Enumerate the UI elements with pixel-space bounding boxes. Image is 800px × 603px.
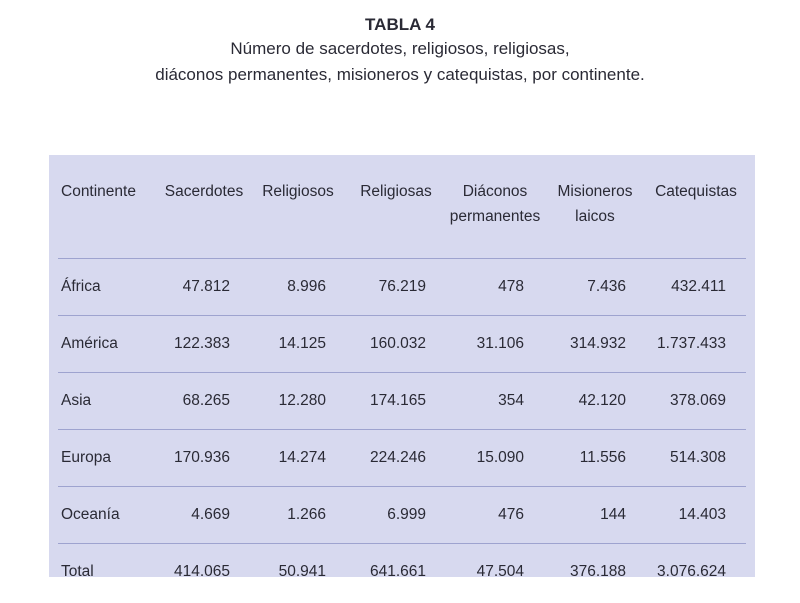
- cell-misioneros: 376.188: [569, 563, 626, 580]
- cell-diaconos: 354: [446, 373, 544, 430]
- table-title-line-2: diáconos permanentes, misioneros y catequistas, por continente.: [155, 65, 645, 84]
- table-title-line-1: Número de sacerdotes, religiosos, religiosas,: [230, 39, 570, 58]
- column-header-religiosas: Religiosas: [346, 165, 446, 259]
- table-row-africa: [58, 259, 746, 316]
- cell-diaconos: 31.106: [446, 316, 544, 373]
- cell-catequistas: 378.069: [646, 373, 746, 430]
- cell-continent: Asia: [58, 373, 158, 430]
- cell-continent: Oceanía: [58, 487, 158, 544]
- cell-religiosas: 641.661: [369, 563, 426, 580]
- cell-continent: Total: [61, 563, 94, 580]
- table-row-total: [58, 544, 746, 601]
- cell-sacerdotes: 414.065: [173, 563, 230, 580]
- cell-continent: África: [58, 259, 158, 316]
- cell-misioneros: 314.932: [544, 316, 646, 373]
- cell-religiosos: 12.280: [250, 373, 346, 430]
- cell-religiosos: 8.996: [250, 259, 346, 316]
- cell-religiosas: 224.246: [346, 430, 446, 487]
- cell-sacerdotes: 4.669: [158, 487, 250, 544]
- cell-diaconos: 47.504: [476, 563, 524, 580]
- column-header-misioneros-laicos: Misioneros laicos: [544, 165, 646, 259]
- cell-religiosas: 6.999: [346, 487, 446, 544]
- cell-continent: Europa: [58, 430, 158, 487]
- cell-catequistas: 3.076.624: [657, 563, 726, 580]
- cell-catequistas: 514.308: [646, 430, 746, 487]
- cell-sacerdotes: 122.383: [158, 316, 250, 373]
- cell-religiosos: 14.274: [250, 430, 346, 487]
- cell-diaconos: 476: [446, 487, 544, 544]
- table-panel: [49, 155, 755, 580]
- column-header-continente: Continente: [58, 165, 158, 259]
- column-header-sacerdotes: Sacerdotes: [158, 165, 250, 259]
- cell-sacerdotes: 170.936: [158, 430, 250, 487]
- cell-misioneros: 42.120: [544, 373, 646, 430]
- cell-diaconos: 478: [446, 259, 544, 316]
- cell-religiosos: 1.266: [250, 487, 346, 544]
- continent-statistics-table: [58, 165, 746, 600]
- table-header-row: [58, 165, 746, 259]
- table-row-oceania: [58, 487, 746, 544]
- cell-religiosas: 174.165: [346, 373, 446, 430]
- cell-catequistas: 14.403: [646, 487, 746, 544]
- table-number-label: TABLA 4: [365, 15, 435, 34]
- column-header-religiosos: Religiosos: [250, 165, 346, 259]
- cell-diaconos: 15.090: [446, 430, 544, 487]
- cell-catequistas: 432.411: [646, 259, 746, 316]
- cell-religiosas: 160.032: [346, 316, 446, 373]
- cell-sacerdotes: 68.265: [158, 373, 250, 430]
- column-header-catequistas: Catequistas: [646, 165, 746, 259]
- table-caption: [0, 14, 800, 88]
- cell-religiosas: 76.219: [346, 259, 446, 316]
- table-row-america: [58, 316, 746, 373]
- cell-religiosos: 14.125: [250, 316, 346, 373]
- cell-religiosos: 50.941: [278, 563, 326, 580]
- cell-sacerdotes: 47.812: [158, 259, 250, 316]
- cell-misioneros: 144: [544, 487, 646, 544]
- table-row-europa: [58, 430, 746, 487]
- cell-continent: América: [58, 316, 158, 373]
- cell-misioneros: 7.436: [544, 259, 646, 316]
- cell-catequistas: 1.737.433: [646, 316, 746, 373]
- column-header-diaconos-permanentes: Diáconos permanentes: [446, 165, 544, 259]
- cell-misioneros: 11.556: [544, 430, 646, 487]
- table-row-asia: [58, 373, 746, 430]
